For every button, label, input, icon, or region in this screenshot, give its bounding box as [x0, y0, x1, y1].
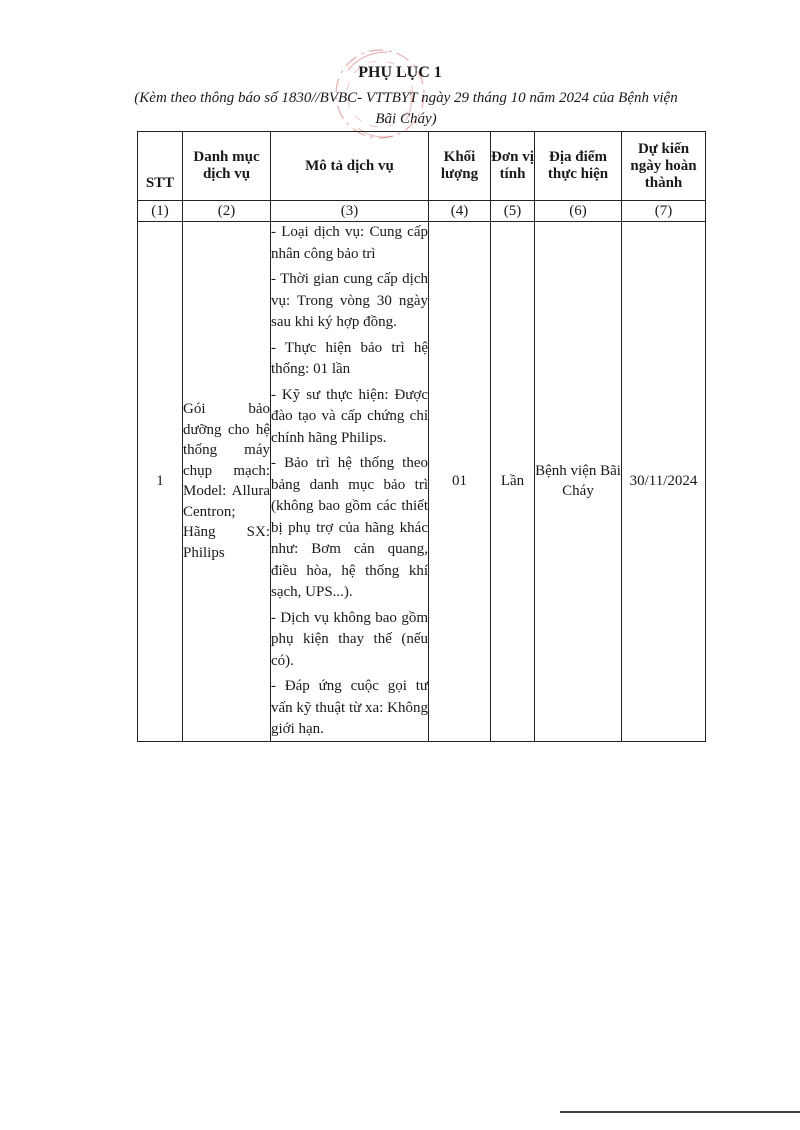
cell-stt: 1: [138, 222, 183, 742]
header-unit: Đơn vị tính: [491, 132, 535, 201]
description-line: - Đáp ứng cuộc gọi tư vấn kỹ thuật từ xa: Không giới hạn.: [271, 678, 428, 737]
col-number: (1): [138, 201, 183, 222]
column-number-row: [138, 201, 706, 222]
description-line: - Thời gian cung cấp dịch vụ: Trong vòng 30 ngày sau khi ký hợp đồng.: [271, 271, 428, 330]
header-service-name: Danh mục dịch vụ: [183, 132, 271, 201]
description-line: - Dịch vụ không bao gồm phụ kiện thay thế (nếu có).: [271, 609, 428, 669]
header-quantity: Khối lượng: [429, 132, 491, 201]
description-line: - Kỹ sư thực hiện: Được đào tạo và cấp chứng chỉ chính hãng Philips.: [271, 386, 428, 446]
description-line: - Thực hiện bảo trì hệ thống: 01 lần: [271, 339, 428, 377]
appendix-subtitle: (Kèm theo thông báo số 1830//BVBC- VTTBYT ngày 29 tháng 10 năm 2024 của Bệnh viện Bãi Cháy): [134, 90, 678, 127]
header-description: Mô tả dịch vụ: [271, 132, 429, 201]
cell-unit: Lần: [491, 222, 535, 742]
cell-description: [271, 222, 429, 742]
service-table: [137, 131, 706, 742]
header-completion-date: Dự kiến ngày hoàn thành: [622, 132, 706, 201]
description-line: - Bảo trì hệ thống theo bảng danh mục bảo trì (không bao gồm các thiết bị phụ trợ của hãng khác như: Bơm cản quang, điều hòa, hệ thống khí sạch, UPS...).: [271, 455, 428, 600]
col-number: (7): [622, 201, 706, 222]
cell-quantity: 01: [429, 222, 491, 742]
header-location: Địa điểm thực hiện: [535, 132, 622, 201]
col-number: (5): [491, 201, 535, 222]
appendix-heading: PHỤ LỤC 1: [358, 64, 442, 81]
col-number: (6): [535, 201, 622, 222]
col-number: (3): [271, 201, 429, 222]
scan-edge-line: [560, 1111, 800, 1113]
table-row: [138, 222, 706, 742]
header-row: [138, 132, 706, 201]
header-stt: STT: [138, 132, 183, 201]
description-line: - Loại dịch vụ: Cung cấp nhân công bảo trì: [271, 224, 428, 262]
col-number: (4): [429, 201, 491, 222]
col-number: (2): [183, 201, 271, 222]
cell-location: Bệnh viện Bãi Cháy: [535, 222, 622, 742]
cell-completion-date: 30/11/2024: [622, 222, 706, 742]
cell-service-name: Gói bảo dưỡng cho hệ thống máy chụp mạch: Model: Allura Centron; Hãng SX: Philips: [183, 222, 271, 742]
